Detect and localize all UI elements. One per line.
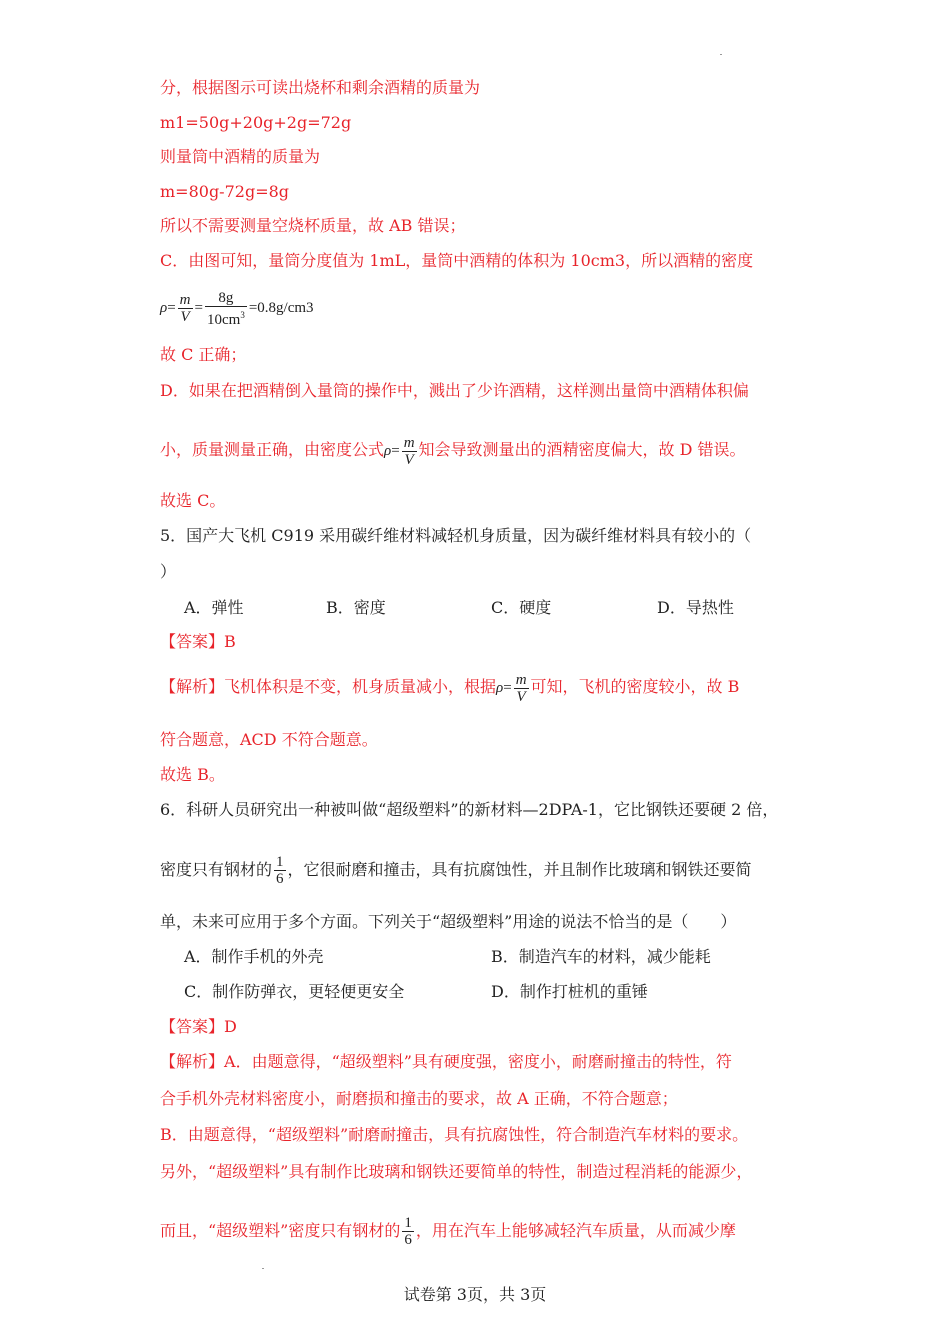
option-c: C．硬度	[491, 598, 552, 617]
answer: 【答案】B	[160, 632, 236, 651]
corner-mark	[720, 54, 722, 55]
option-b: B．制造汽车的材料，减少能耗	[491, 947, 711, 966]
option-b: B．密度	[326, 598, 386, 617]
option-a: A．弹性	[184, 598, 244, 617]
text-line: 故选 C。	[160, 491, 226, 510]
text-line: 符合题意，ACD 不符合题意。	[160, 730, 378, 749]
text-line: B．由题意得，“超级塑料”耐磨耐撞击，具有抗腐蚀性，符合制造汽车材料的要求。	[160, 1125, 749, 1144]
question-6-stem: 密度只有钢材的 $\frac{1}{6}$ ，它很耐磨和撞击，具有抗腐蚀性，并且制作比玻璃和钢铁还要简	[160, 854, 752, 887]
text-line: 合手机外壳材料密度小，耐磨损和撞击的要求，故 A 正确，不符合题意；	[160, 1089, 678, 1108]
question-5-stem: 5．国产大飞机 C919 采用碳纤维材料减轻机身质量，因为碳纤维材料具有较小的（	[160, 526, 752, 545]
text-line: 小，质量测量正确，由密度公式ρ= $\frac{m}{V}$ 知会导致测量出的酒精密度偏大，故 D 错误。	[160, 435, 746, 469]
page-footer: 试卷第 3页，共 3页	[403, 1285, 547, 1304]
text-line: C．由图可知，量筒分度值为 1mL，量筒中酒精的体积为 10cm3，所以酒精的密度	[160, 251, 754, 270]
text-line: 另外，“超级塑料”具有制作比玻璃和钢铁还要简单的特性，制造过程消耗的能源少，	[160, 1162, 753, 1181]
question-6-stem: 6．科研人员研究出一种被叫做“超级塑料”的新材料—2DPA-1，它比钢铁还要硬 2 倍，	[160, 800, 779, 819]
question-6-stem: 单，未来可应用于多个方面。下列关于“超级塑料”用途的说法不恰当的是（ ）	[160, 912, 737, 931]
text-line: 所以不需要测量空烧杯质量，故 AB 错误；	[160, 216, 466, 235]
text-line: 故 C 正确；	[160, 345, 247, 364]
analysis: 【解析】A．由题意得，“超级塑料”具有硬度强，密度小，耐磨耐撞击的特性，符	[160, 1052, 732, 1071]
option-d: D．制作打桩机的重锤	[491, 982, 648, 1001]
text-line: D．如果在把酒精倒入量筒的操作中，溅出了少许酒精，这样测出量筒中酒精体积偏	[160, 381, 749, 400]
analysis: 【解析】飞机体积是不变，机身质量减小，根据ρ= $\frac{m}{V}$ 可知，飞机的密度较小，故 B	[160, 672, 740, 706]
text-line: 故选 B。	[160, 765, 225, 784]
answer: 【答案】D	[160, 1017, 237, 1036]
text-line: 分，根据图示可读出烧杯和剩余酒精的质量为	[160, 78, 481, 97]
option-c: C．制作防弹衣，更轻便更安全	[184, 982, 405, 1001]
corner-mark	[262, 1268, 264, 1269]
question-5-stem: ）	[160, 562, 177, 581]
text-line: m1=50g+20g+2g=72g	[160, 113, 352, 132]
density-formula: ρ= $\frac{m}{V}$ = $\frac{8g}{10cm^3}$ =0.8g/cm3	[160, 289, 314, 328]
text-line: 而且，“超级塑料”密度只有钢材的 $\frac{1}{6}$ ，用在汽车上能够减轻汽车质量，从而减少摩	[160, 1215, 736, 1248]
option-a: A．制作手机的外壳	[184, 947, 324, 966]
text-line: m=80g-72g=8g	[160, 182, 290, 201]
option-d: D．导热性	[657, 598, 734, 617]
text-line: 则量筒中酒精的质量为	[160, 147, 321, 166]
